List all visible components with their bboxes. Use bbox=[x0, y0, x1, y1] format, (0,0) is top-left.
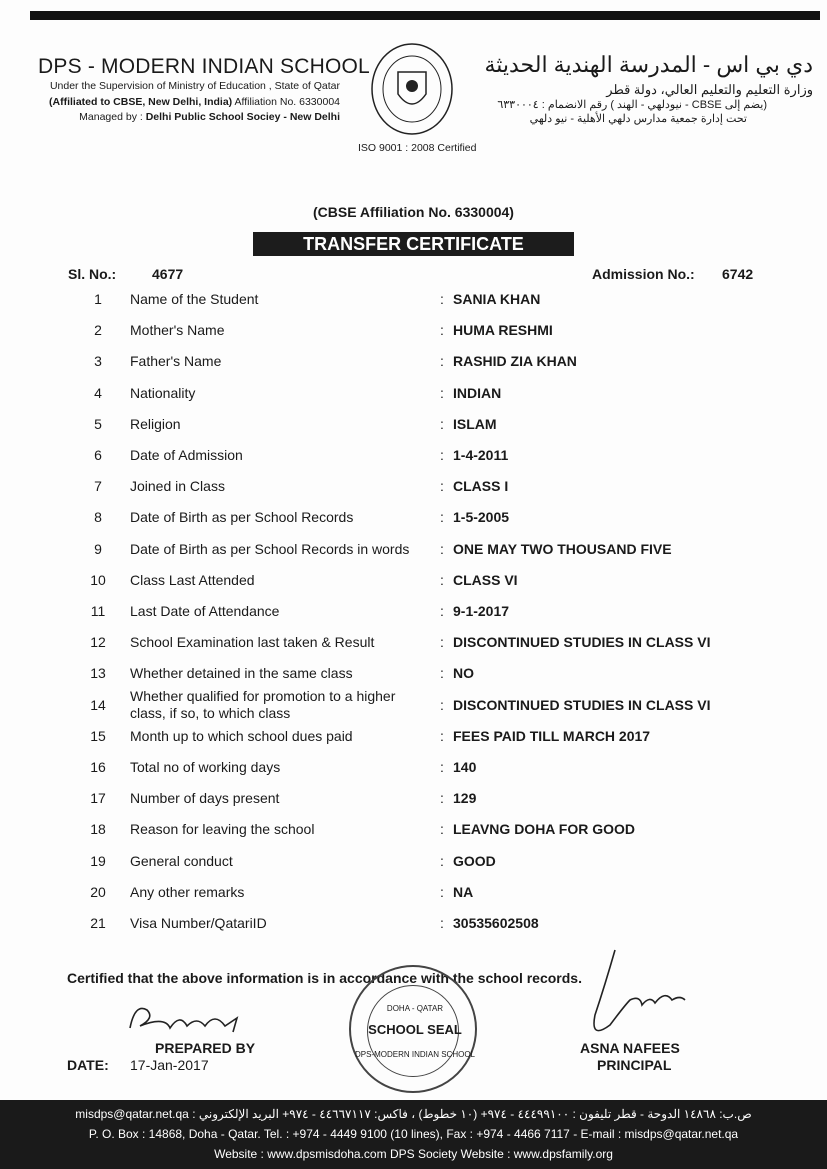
detail-row bbox=[0, 603, 827, 623]
row-colon: : bbox=[440, 915, 444, 931]
row-label bbox=[130, 915, 267, 931]
row-label-line: Number of days present bbox=[130, 790, 280, 807]
row-value: HUMA RESHMI bbox=[453, 322, 553, 339]
iso-certification: ISO 9001 : 2008 Certified bbox=[358, 142, 477, 154]
footer-website: Website : www.dpsmisdoha.com DPS Society Website : www.dpsfamily.org bbox=[214, 1147, 613, 1161]
row-label bbox=[130, 790, 279, 806]
affiliation-no: Affiliation No. 6330004 bbox=[232, 96, 340, 108]
row-value: ONE MAY TWO THOUSAND FIVE bbox=[453, 540, 672, 557]
prepared-by-label: PREPARED BY bbox=[155, 1040, 256, 1056]
row-value: GOOD bbox=[453, 852, 496, 869]
row-number: 12 bbox=[90, 634, 106, 651]
row-label bbox=[130, 353, 221, 369]
row-label bbox=[130, 728, 353, 744]
row-number: 20 bbox=[90, 883, 106, 900]
row-value: FEES PAID TILL MARCH 2017 bbox=[453, 727, 651, 744]
affiliation-text bbox=[49, 96, 340, 108]
principal-name: ASNA NAFEES bbox=[580, 1040, 680, 1056]
detail-row bbox=[0, 759, 827, 779]
row-value: CLASS I bbox=[453, 478, 509, 495]
detail-row bbox=[0, 291, 827, 311]
ministry-arabic: وزارة التعليم والتعليم العالي، دولة قطر bbox=[606, 82, 813, 97]
row-value: 9-1-2017 bbox=[453, 603, 510, 619]
row-label-line: General conduct bbox=[130, 852, 233, 869]
row-number: 11 bbox=[90, 603, 106, 619]
row-label-line: Religion bbox=[130, 415, 181, 432]
row-label-line: Nationality bbox=[130, 384, 196, 401]
detail-row bbox=[0, 541, 827, 561]
seal-ring-text: DPS-MODERN INDIAN SCHOOL bbox=[354, 1050, 475, 1059]
detail-row bbox=[0, 322, 827, 342]
row-number: 14 bbox=[90, 696, 106, 713]
principal-title: PRINCIPAL bbox=[597, 1057, 672, 1073]
row-colon: : bbox=[440, 540, 444, 557]
row-label bbox=[130, 853, 233, 869]
row-label bbox=[130, 884, 244, 900]
row-label bbox=[130, 821, 314, 837]
row-number: 3 bbox=[94, 353, 102, 370]
row-value: 1-5-2005 bbox=[453, 509, 510, 526]
detail-row bbox=[0, 915, 827, 935]
detail-row bbox=[0, 634, 827, 654]
document-title: TRANSFER CERTIFICATE bbox=[253, 232, 574, 256]
row-label bbox=[130, 759, 280, 775]
row-label-line: Class Last Attended bbox=[130, 571, 255, 588]
row-colon: : bbox=[440, 509, 444, 526]
managed-text bbox=[79, 111, 340, 123]
row-number: 16 bbox=[90, 759, 106, 775]
row-label bbox=[130, 416, 181, 432]
principal-signature bbox=[580, 945, 700, 1045]
row-label-line: class, if so, to which class bbox=[130, 704, 291, 721]
row-label bbox=[130, 603, 279, 619]
serial-number: 4677 bbox=[152, 266, 184, 282]
row-label-line: Whether detained in the same class bbox=[130, 665, 353, 682]
row-label bbox=[130, 291, 258, 307]
footer-arabic: ص.ب: ١٤٨٦٨ الدوحة - قطر تليفون : ٤٤٤٩٩١٠٠ - ٩٧٤+ (١٠ خطوط) ، فاكس: ٤٤٦٦٧١١٧ - ٩٧٤+ البريد الإلكتروني : misdps@qatar.net.qa bbox=[75, 1107, 752, 1121]
row-value: RASHID ZIA KHAN bbox=[453, 353, 577, 370]
row-label-line: Joined in Class bbox=[130, 478, 225, 495]
detail-row bbox=[0, 790, 827, 810]
row-number: 19 bbox=[90, 852, 106, 869]
row-number: 4 bbox=[94, 384, 102, 401]
row-number: 7 bbox=[94, 478, 102, 495]
school-name: DPS - MODERN INDIAN SCHOOL bbox=[38, 55, 370, 78]
row-value: CLASS VI bbox=[453, 571, 518, 588]
row-colon: : bbox=[440, 322, 444, 339]
row-label-line: Month up to which school dues paid bbox=[130, 727, 353, 744]
row-value: DISCONTINUED STUDIES IN CLASS VI bbox=[453, 634, 711, 651]
date-label: DATE: bbox=[67, 1057, 109, 1073]
row-number: 13 bbox=[90, 665, 106, 682]
detail-row bbox=[0, 665, 827, 685]
row-label bbox=[130, 665, 353, 681]
row-colon: : bbox=[440, 665, 444, 682]
preparer-signature bbox=[125, 998, 255, 1038]
row-label-line: Date of Birth as per School Records in words bbox=[130, 540, 410, 557]
row-number: 17 bbox=[90, 790, 106, 807]
row-colon: : bbox=[440, 790, 444, 807]
school-name-arabic: دي بي اس - المدرسة الهندية الحديثة bbox=[484, 52, 813, 77]
detail-row bbox=[0, 884, 827, 904]
row-label-line: Last Date of Attendance bbox=[130, 603, 280, 619]
row-label-line: Date of Birth as per School Records bbox=[130, 509, 354, 526]
row-label-line: Date of Admission bbox=[130, 447, 243, 463]
detail-row bbox=[0, 478, 827, 498]
row-colon: : bbox=[440, 821, 444, 838]
row-label-line: Total no of working days bbox=[130, 759, 281, 775]
row-label bbox=[130, 572, 255, 588]
row-colon: : bbox=[440, 447, 444, 463]
row-number: 18 bbox=[90, 821, 106, 838]
detail-row bbox=[0, 728, 827, 748]
detail-row bbox=[0, 821, 827, 841]
row-label bbox=[130, 634, 374, 650]
row-value: INDIAN bbox=[453, 384, 502, 401]
row-colon: : bbox=[440, 291, 444, 307]
row-number: 10 bbox=[90, 571, 106, 588]
certification-statement: Certified that the above information is in accordance with the school records. bbox=[67, 970, 582, 986]
row-label-line: Reason for leaving the school bbox=[130, 821, 315, 838]
row-colon: : bbox=[440, 727, 444, 744]
managed-arabic: تحت إدارة جمعية مدارس دلهي الأهلية - نيو دلهي bbox=[529, 113, 747, 125]
row-colon: : bbox=[440, 384, 444, 401]
row-label-line: Mother's Name bbox=[130, 322, 225, 339]
date-value: 17-Jan-2017 bbox=[130, 1057, 209, 1073]
row-label bbox=[130, 478, 225, 494]
admission-number: 6742 bbox=[722, 266, 754, 282]
row-colon: : bbox=[440, 759, 444, 775]
row-value: NO bbox=[453, 665, 474, 682]
row-label-line: Any other remarks bbox=[130, 883, 245, 900]
detail-row bbox=[0, 447, 827, 467]
row-number: 15 bbox=[90, 727, 106, 744]
managed-by: Delhi Public School Sociey - New Delhi bbox=[145, 111, 340, 123]
row-label bbox=[130, 447, 243, 463]
row-colon: : bbox=[440, 571, 444, 588]
cbse-affiliation: (CBSE Affiliation No. 6330004) bbox=[313, 204, 514, 220]
managed-label: Managed by : bbox=[79, 111, 146, 123]
row-label-line: Visa Number/QatariID bbox=[130, 915, 267, 931]
row-label bbox=[130, 541, 409, 557]
row-colon: : bbox=[440, 478, 444, 495]
school-logo bbox=[370, 42, 454, 136]
detail-row bbox=[0, 687, 827, 721]
detail-row bbox=[0, 853, 827, 873]
row-value: ISLAM bbox=[453, 415, 497, 432]
row-number: 1 bbox=[94, 291, 102, 307]
detail-row bbox=[0, 416, 827, 436]
row-label-line: Name of the Student bbox=[130, 291, 259, 307]
row-label bbox=[130, 385, 195, 401]
row-value: NA bbox=[453, 883, 474, 900]
row-colon: : bbox=[440, 353, 444, 370]
footer bbox=[0, 1100, 827, 1169]
row-number: 5 bbox=[94, 415, 102, 432]
row-label-line: School Examination last taken & Result bbox=[130, 634, 375, 651]
row-value: SANIA KHAN bbox=[453, 291, 541, 307]
school-seal bbox=[349, 965, 477, 1093]
supervision-text: Under the Supervision of Ministry of Education , State of Qatar bbox=[49, 80, 340, 92]
top-border bbox=[30, 11, 820, 20]
seal-label: SCHOOL SEAL bbox=[368, 1022, 462, 1037]
row-number: 6 bbox=[94, 447, 102, 463]
row-value: 30535602508 bbox=[453, 915, 539, 931]
row-colon: : bbox=[440, 603, 444, 619]
row-label bbox=[130, 322, 224, 338]
row-value: 129 bbox=[453, 790, 477, 807]
row-colon: : bbox=[440, 696, 444, 713]
row-value: 1-4-2011 bbox=[453, 447, 509, 463]
serial-label: Sl. No.: bbox=[68, 266, 117, 282]
row-label-line: Whether qualified for promotion to a higher bbox=[130, 687, 396, 704]
seal-city: DOHA - QATAR bbox=[386, 1004, 444, 1013]
admission-label: Admission No.: bbox=[592, 266, 695, 282]
row-colon: : bbox=[440, 634, 444, 651]
row-label bbox=[130, 688, 395, 722]
detail-row bbox=[0, 385, 827, 405]
row-number: 21 bbox=[90, 915, 106, 931]
row-value: DISCONTINUED STUDIES IN CLASS VI bbox=[453, 696, 711, 713]
detail-row bbox=[0, 572, 827, 592]
affiliated-bold: (Affiliated to CBSE, New Delhi, India) bbox=[49, 96, 233, 108]
row-number: 9 bbox=[94, 540, 102, 557]
row-value: LEAVNG DOHA FOR GOOD bbox=[453, 821, 635, 838]
row-number: 2 bbox=[94, 322, 102, 339]
detail-row bbox=[0, 509, 827, 529]
detail-row bbox=[0, 353, 827, 373]
row-label-line: Father's Name bbox=[130, 353, 222, 370]
row-colon: : bbox=[440, 415, 444, 432]
footer-address: P. O. Box : 14868, Doha - Qatar. Tel. : +974 - 4449 9100 (10 lines), Fax : +974 - 4466 7117 - E-mail : misdps@qatar.net.qa bbox=[88, 1127, 739, 1141]
row-colon: : bbox=[440, 852, 444, 869]
row-value: 140 bbox=[453, 759, 477, 775]
affiliation-arabic: (يضم إلى CBSE - نيودلهي - الهند ) رقم الانضمام : ٦٣٣٠٠٠٤ bbox=[497, 99, 767, 111]
row-colon: : bbox=[440, 883, 444, 900]
row-label bbox=[130, 509, 353, 525]
row-number: 8 bbox=[94, 509, 102, 526]
